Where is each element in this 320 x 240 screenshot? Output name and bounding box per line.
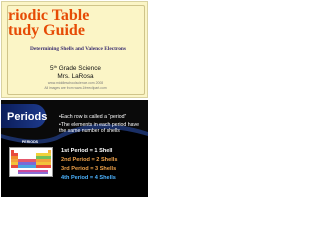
title-line-1: riodic Table (8, 7, 90, 24)
periodic-table-graphic (10, 148, 52, 176)
credit-line-2: All images are from www.1freeclipart.com (44, 86, 107, 90)
teacher-name: Mrs. LaRosa (57, 73, 94, 80)
period-3-row: 3rd Period = 3 Shells (61, 166, 117, 172)
grade-number: 5 (50, 65, 54, 72)
slide-thumbnail-1[interactable] (1, 1, 148, 98)
credit-line-1: www.middleschoolscience.com 2008 (47, 81, 104, 85)
periodic-table-image (9, 147, 53, 177)
title-line-2: tudy Guide (8, 22, 85, 39)
grade-rest: Grade Science (56, 65, 101, 72)
period-shell-list (61, 147, 147, 183)
bullet-2: •The elements in each period have the same number of shells (59, 122, 139, 134)
period-1-row: 1st Period = 1 Shell (61, 148, 113, 154)
periodic-table-label: PERIODS (21, 140, 39, 144)
bullet-list (59, 114, 145, 136)
slide-heading: Periods (7, 111, 48, 123)
period-4-row: 4th Period = 4 Shells (61, 175, 116, 181)
slide-thumbnail-2[interactable] (1, 100, 148, 197)
bullet-1: •Each row is called a “period” (59, 114, 127, 120)
period-2-row: 2nd Period = 2 Shells (61, 157, 118, 163)
grade-suffix: th (53, 64, 57, 69)
grade-and-teacher (2, 63, 148, 81)
slide-title (8, 8, 133, 38)
slide-credits (2, 81, 148, 91)
slide-subtitle: Determining Shells and Valence Electrons (29, 46, 127, 52)
